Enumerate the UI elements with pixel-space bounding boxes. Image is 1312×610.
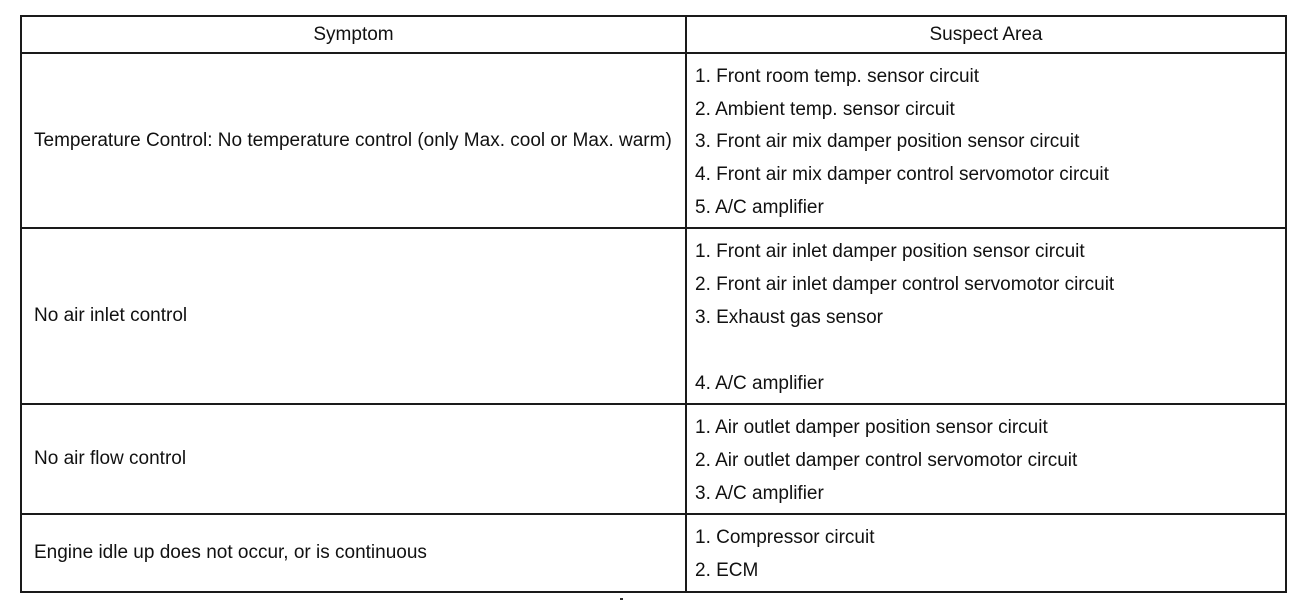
suspect-item: 5. A/C amplifier	[695, 196, 824, 218]
table-row	[21, 228, 1286, 404]
suspect-item: 3. A/C amplifier	[695, 482, 824, 504]
suspect-item: 4. A/C amplifier	[695, 372, 824, 394]
symptom-cell: Temperature Control: No temperature control (only Max. cool or Max. warm)	[21, 53, 686, 228]
suspect-area-cell	[686, 404, 1286, 514]
troubleshooting-table	[20, 15, 1287, 593]
suspect-item: 3. Front air mix damper position sensor circuit	[695, 131, 1080, 153]
suspect-area-cell	[686, 228, 1286, 404]
suspect-item: 2. Front air inlet damper control servomotor circuit	[695, 274, 1115, 296]
suspect-item: 2. ECM	[695, 559, 759, 581]
table-row	[21, 404, 1286, 514]
table-header-row	[21, 16, 1286, 53]
suspect-item: 1. Air outlet damper position sensor circuit	[695, 417, 1048, 439]
symptom-cell: Engine idle up does not occur, or is continuous	[21, 514, 686, 591]
header-symptom: Symptom	[21, 16, 686, 53]
suspect-item: 2. Ambient temp. sensor circuit	[695, 98, 955, 120]
suspect-item: 4. Front air mix damper control servomotor circuit	[695, 164, 1109, 186]
suspect-item-blank	[695, 335, 1285, 368]
table-row	[21, 53, 1286, 228]
header-suspect-area: Suspect Area	[686, 16, 1286, 53]
suspect-item: 1. Front room temp. sensor circuit	[695, 66, 980, 87]
table-row	[21, 514, 1286, 591]
symptom-cell: No air flow control	[21, 404, 686, 514]
scan-speck	[620, 598, 623, 600]
suspect-area-cell	[686, 514, 1286, 591]
suspect-item: 1. Front air inlet damper position sensor circuit	[695, 241, 1085, 263]
suspect-item: 3. Exhaust gas sensor	[695, 306, 883, 328]
suspect-item: 2. Air outlet damper control servomotor circuit	[695, 449, 1078, 471]
symptom-cell: No air inlet control	[21, 228, 686, 404]
suspect-item: 1. Compressor circuit	[695, 527, 875, 549]
suspect-area-cell	[686, 53, 1286, 228]
